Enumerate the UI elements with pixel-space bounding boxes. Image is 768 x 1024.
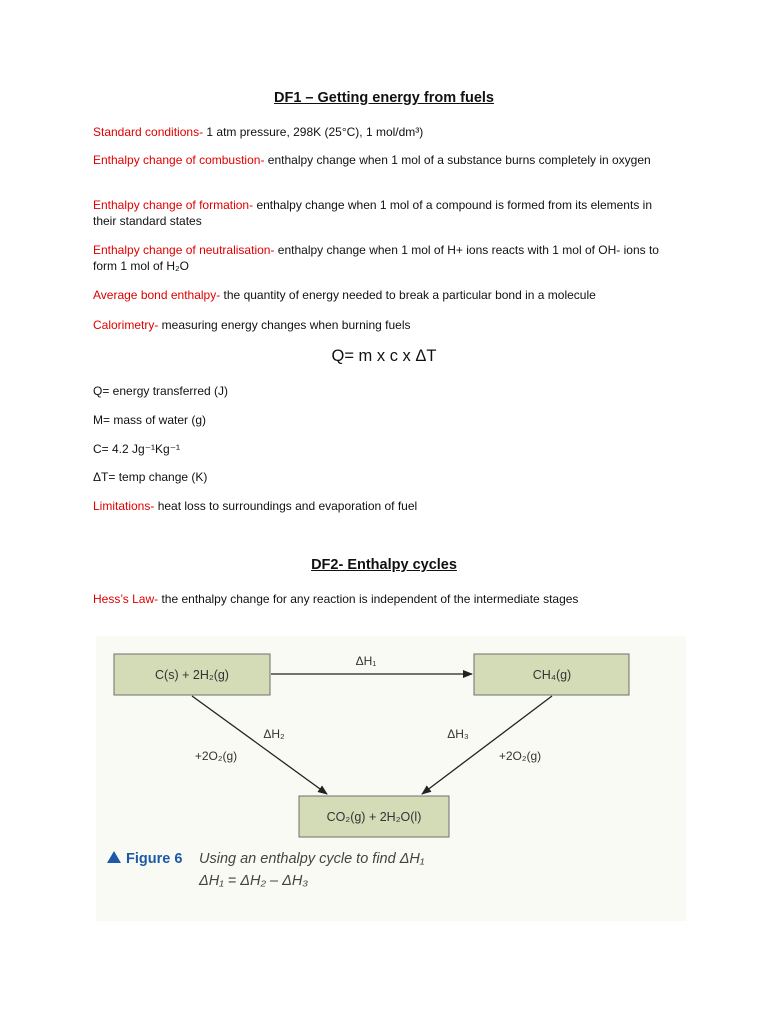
neutralisation-term: Enthalpy change of neutralisation- bbox=[93, 243, 275, 257]
intermediate-label: CH₄(g) bbox=[532, 668, 572, 682]
m-definition: M= mass of water (g) bbox=[93, 413, 207, 427]
enthalpy-cycle-svg bbox=[96, 636, 686, 921]
dt-definition: ΔT= temp change (K) bbox=[93, 470, 208, 484]
hess-law bbox=[93, 591, 673, 607]
limitations-text: heat loss to surroundings and evaporation of fuel bbox=[154, 499, 418, 513]
energy-formula: Q= m x c x ΔT bbox=[331, 347, 437, 365]
combustion-text: enthalpy change when 1 mol of a substance burns completely in oxygen bbox=[264, 153, 651, 167]
hess-law-text: the enthalpy change for any reaction is independent of the intermediate stages bbox=[158, 592, 579, 606]
bond-enthalpy-definition bbox=[93, 287, 673, 303]
reactants-label: C(s) + 2H₂(g) bbox=[155, 668, 229, 682]
formation-definition bbox=[93, 197, 673, 229]
products-label: CO₂(g) + 2H₂O(l) bbox=[326, 810, 422, 824]
standard-conditions-term: Standard conditions- bbox=[93, 125, 204, 139]
figure-triangle-icon bbox=[107, 851, 121, 863]
caption-line-1: Using an enthalpy cycle to find ΔH₁ bbox=[199, 851, 425, 867]
o2-right-label: +2O₂(g) bbox=[498, 749, 542, 763]
standard-conditions-text: 1 atm pressure, 298K (25°C), 1 mol/dm³) bbox=[203, 125, 424, 139]
dh3-arrow bbox=[422, 696, 552, 794]
standard-conditions bbox=[93, 124, 673, 140]
dh1-label: ΔH₁ bbox=[355, 654, 377, 668]
df2-heading: DF2- Enthalpy cycles bbox=[311, 557, 457, 573]
q-definition: Q= energy transferred (J) bbox=[93, 384, 229, 398]
dh3-label: ΔH₃ bbox=[447, 727, 469, 741]
dh2-arrow bbox=[192, 696, 327, 794]
c-definition: C= 4.2 Jg⁻¹Kg⁻¹ bbox=[93, 442, 181, 456]
neutralisation-text: enthalpy change when 1 mol of H+ ions reacts with 1 mol of OH- ions to form 1 mol of H₂O bbox=[93, 243, 659, 273]
formation-text: enthalpy change when 1 mol of a compound is formed from its elements in their standard states bbox=[93, 198, 652, 228]
caption-line-2: ΔH₁ = ΔH₂ – ΔH₃ bbox=[199, 873, 309, 889]
limitations-term: Limitations- bbox=[93, 499, 155, 513]
enthalpy-cycle-figure bbox=[96, 636, 686, 921]
o2-left-label: +2O₂(g) bbox=[194, 749, 238, 763]
calorimetry-definition bbox=[93, 317, 673, 333]
figure-label: Figure 6 bbox=[126, 851, 183, 867]
neutralisation-definition bbox=[93, 242, 673, 274]
bond-enthalpy-term: Average bond enthalpy- bbox=[93, 288, 221, 302]
combustion-definition bbox=[93, 152, 673, 168]
calorimetry-text: measuring energy changes when burning fuels bbox=[158, 318, 411, 332]
limitations bbox=[93, 498, 673, 514]
hess-law-term: Hess’s Law- bbox=[93, 592, 159, 606]
formation-term: Enthalpy change of formation- bbox=[93, 198, 254, 212]
combustion-term: Enthalpy change of combustion- bbox=[93, 153, 265, 167]
dh2-label: ΔH₂ bbox=[263, 727, 285, 741]
df1-heading: DF1 – Getting energy from fuels bbox=[274, 90, 494, 106]
bond-enthalpy-text: the quantity of energy needed to break a particular bond in a molecule bbox=[220, 288, 596, 302]
calorimetry-term: Calorimetry- bbox=[93, 318, 159, 332]
